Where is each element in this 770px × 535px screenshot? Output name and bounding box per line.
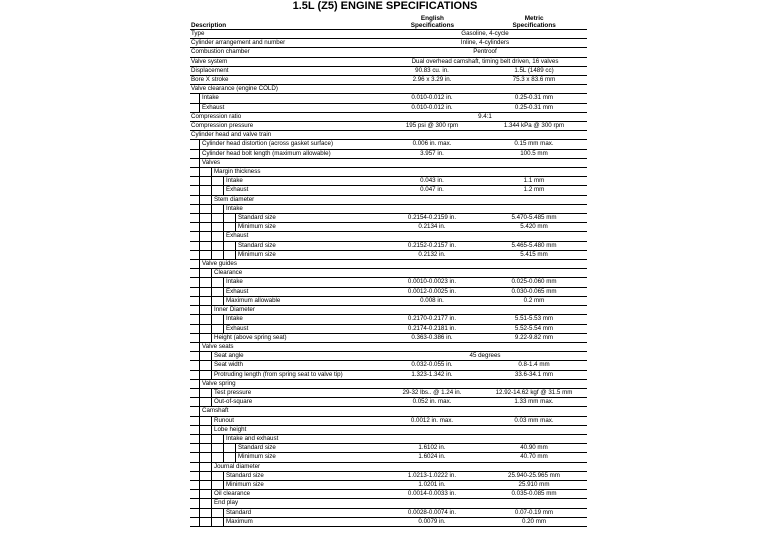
table-row bbox=[190, 122, 587, 131]
row-description: Intake bbox=[226, 278, 243, 286]
table-row bbox=[190, 113, 587, 122]
row-description: Runout bbox=[214, 416, 234, 424]
page-title: 1.5L (Z5) ENGINE SPECIFICATIONS bbox=[292, 0, 478, 12]
indent-guide-line bbox=[211, 214, 212, 223]
row-english-value: 1.0201 in. bbox=[418, 480, 446, 488]
indent-guide-line bbox=[199, 242, 200, 251]
row-metric-value: 40.70 mm bbox=[520, 453, 548, 461]
indent-guide-line bbox=[211, 426, 212, 435]
row-shared-value: Dual overhead camshaft, timing belt driven, 16 valves bbox=[411, 57, 559, 65]
indent-guide-line bbox=[211, 389, 212, 398]
table-row bbox=[190, 232, 587, 241]
row-description: Out-of-square bbox=[214, 398, 253, 406]
row-metric-value: 5.470-5.485 mm bbox=[511, 214, 557, 222]
row-english-value: 0.0014-0.0033 in. bbox=[407, 490, 457, 498]
indent-guide-line bbox=[211, 444, 212, 453]
indent-guide-line bbox=[223, 205, 224, 214]
row-description: Standard size bbox=[238, 241, 276, 249]
table-row bbox=[190, 67, 587, 76]
indent-guide-line bbox=[235, 214, 236, 223]
row-description: Minimum size bbox=[226, 480, 264, 488]
table-row bbox=[190, 104, 587, 113]
table-row bbox=[190, 325, 587, 334]
row-english-value: 195 psi @ 300 rpm bbox=[405, 122, 459, 130]
row-english-value: 0.0028-0.0074 in. bbox=[407, 508, 457, 516]
row-description: Type bbox=[191, 30, 205, 37]
table-row bbox=[190, 352, 587, 361]
row-description: Valves bbox=[202, 158, 221, 166]
indent-guide-line bbox=[223, 223, 224, 232]
indent-guide-line bbox=[199, 297, 200, 306]
indent-guide-line bbox=[223, 315, 224, 324]
table-row bbox=[190, 260, 587, 269]
indent-guide-line bbox=[223, 214, 224, 223]
row-metric-value: 0.025-0.060 mm bbox=[511, 278, 557, 286]
row-metric-value: 12.92-14.62 kgf @ 31.5 mm bbox=[495, 388, 573, 396]
table-row bbox=[190, 76, 587, 85]
table-row bbox=[190, 426, 587, 435]
indent-guide-line bbox=[223, 297, 224, 306]
header-metric bbox=[481, 16, 587, 29]
table-header bbox=[190, 11, 587, 30]
indent-guide-line bbox=[223, 177, 224, 186]
row-description: Compression pressure bbox=[191, 122, 254, 130]
table-row bbox=[190, 444, 587, 453]
row-metric-value: 1.5L (1489 cc) bbox=[514, 66, 554, 74]
indent-guide-line bbox=[199, 389, 200, 398]
row-description: Journal diameter bbox=[214, 462, 261, 470]
row-description: Intake bbox=[226, 204, 243, 212]
indent-guide-line bbox=[211, 196, 212, 205]
indent-guide-line bbox=[211, 223, 212, 232]
indent-guide-line bbox=[211, 186, 212, 195]
row-english-value: 0.006 in. max. bbox=[412, 140, 452, 148]
row-english-value: 1.6024 in. bbox=[418, 453, 446, 461]
row-english-value: 0.2132 in. bbox=[418, 250, 446, 258]
indent-guide-line bbox=[199, 288, 200, 297]
row-description: Seat angle bbox=[214, 352, 244, 360]
row-metric-value: 0.2 mm bbox=[523, 296, 545, 304]
table-row bbox=[190, 269, 587, 278]
row-description: Valve system bbox=[191, 57, 228, 65]
row-description: Valve spring bbox=[202, 379, 236, 387]
table-row bbox=[190, 315, 587, 324]
row-metric-value: 9.22-9.82 mm bbox=[514, 333, 554, 341]
row-metric-value: 33.6-34.1 mm bbox=[514, 370, 554, 378]
indent-guide-line bbox=[211, 325, 212, 334]
row-metric-value: 100.5 mm bbox=[520, 149, 548, 157]
row-metric-value: 5.420 mm bbox=[520, 223, 548, 231]
indent-guide-line bbox=[223, 444, 224, 453]
row-metric-value: 0.030-0.065 mm bbox=[511, 287, 557, 295]
indent-guide-line bbox=[211, 232, 212, 241]
table-row bbox=[190, 361, 587, 370]
table-row bbox=[190, 186, 587, 195]
row-english-value: 1.323-1.342 in. bbox=[411, 370, 453, 378]
row-english-value: 0.2170-0.2177 in. bbox=[407, 315, 457, 323]
table-row bbox=[190, 58, 587, 67]
row-shared-value: Gasoline, 4-cycle bbox=[461, 30, 509, 37]
indent-guide-line bbox=[235, 242, 236, 251]
row-description: Margin thickness bbox=[214, 168, 261, 176]
row-description: Exhaust bbox=[226, 186, 249, 194]
indent-guide-line bbox=[211, 472, 212, 481]
indent-guide-line bbox=[199, 343, 200, 352]
indent-guide-line bbox=[199, 352, 200, 361]
table-row bbox=[190, 499, 587, 508]
indent-guide-line bbox=[199, 104, 200, 113]
table-row bbox=[190, 518, 587, 527]
table-row bbox=[190, 380, 587, 389]
row-english-value: 3.957 in. bbox=[420, 149, 444, 157]
row-description: Clearance bbox=[214, 269, 243, 277]
indent-guide-line bbox=[211, 435, 212, 444]
row-description: Cylinder head bolt length (maximum allowable) bbox=[202, 149, 331, 157]
header-english-line1: English bbox=[420, 15, 444, 22]
indent-guide-line bbox=[223, 242, 224, 251]
indent-guide-line bbox=[199, 490, 200, 499]
indent-guide-line bbox=[211, 481, 212, 490]
indent-guide-line bbox=[199, 186, 200, 195]
indent-guide-line bbox=[199, 159, 200, 168]
spec-table bbox=[190, 11, 587, 527]
indent-guide-line bbox=[199, 435, 200, 444]
row-metric-value: 0.25-0.31 mm bbox=[514, 94, 554, 102]
indent-guide-line bbox=[199, 140, 200, 149]
indent-guide-line bbox=[211, 371, 212, 380]
row-english-value: 0.047 in. bbox=[420, 186, 444, 194]
indent-guide-line bbox=[223, 472, 224, 481]
indent-guide-line bbox=[211, 251, 212, 260]
row-metric-value: 5.415 mm bbox=[520, 250, 548, 258]
table-row bbox=[190, 278, 587, 287]
indent-guide-line bbox=[223, 251, 224, 260]
row-metric-value: 0.035-0.085 mm bbox=[511, 490, 557, 498]
row-english-value: 0.2154-0.2159 in. bbox=[407, 214, 457, 222]
indent-guide-line bbox=[211, 288, 212, 297]
header-metric-line1: Metric bbox=[524, 15, 544, 22]
indent-guide-line bbox=[235, 223, 236, 232]
row-english-value: 0.010-0.012 in. bbox=[411, 94, 453, 102]
indent-guide-line bbox=[211, 453, 212, 462]
row-metric-value: 0.20 mm bbox=[521, 517, 547, 525]
row-description: Camshaft bbox=[202, 407, 229, 415]
table-row bbox=[190, 389, 587, 398]
row-description: Exhaust bbox=[226, 324, 249, 332]
indent-guide-line bbox=[211, 518, 212, 527]
table-row bbox=[190, 94, 587, 103]
indent-guide-line bbox=[223, 186, 224, 195]
indent-guide-line bbox=[199, 398, 200, 407]
indent-guide-line bbox=[211, 315, 212, 324]
row-english-value: 0.0012-0.0025 in. bbox=[407, 287, 457, 295]
row-metric-value: 5.51-5.53 mm bbox=[514, 315, 554, 323]
table-row bbox=[190, 463, 587, 472]
table-body bbox=[190, 30, 587, 527]
row-english-value: 0.008 in. bbox=[420, 296, 444, 304]
table-row bbox=[190, 472, 587, 481]
row-english-value: 0.2134 in. bbox=[418, 223, 446, 231]
indent-guide-line bbox=[199, 499, 200, 508]
indent-guide-line bbox=[211, 490, 212, 499]
row-description: Exhaust bbox=[226, 287, 249, 295]
indent-guide-line bbox=[199, 269, 200, 278]
row-metric-value: 5.52-5.54 mm bbox=[514, 324, 554, 332]
row-shared-value: 9.4:1 bbox=[478, 112, 492, 120]
indent-guide-line bbox=[199, 481, 200, 490]
row-description: Combustion chamber bbox=[191, 48, 250, 56]
table-row bbox=[190, 481, 587, 490]
row-english-value: 1.6102 in. bbox=[418, 444, 446, 452]
row-description: Maximum bbox=[226, 517, 253, 525]
row-english-value: 90.83 cu. in. bbox=[415, 66, 449, 74]
indent-guide-line bbox=[211, 242, 212, 251]
table-row bbox=[190, 251, 587, 260]
row-english-value: 0.2152-0.2157 in. bbox=[407, 241, 457, 249]
row-english-value: 0.0010-0.0023 in. bbox=[407, 278, 457, 286]
table-row bbox=[190, 297, 587, 306]
indent-guide-line bbox=[199, 463, 200, 472]
table-row bbox=[190, 205, 587, 214]
indent-guide-line bbox=[199, 472, 200, 481]
row-description: Standard bbox=[226, 508, 252, 516]
row-english-value: 0.043 in. bbox=[420, 177, 444, 185]
table-row bbox=[190, 140, 587, 149]
row-description: Stem diameter bbox=[214, 195, 255, 203]
row-description: Intake and exhaust bbox=[226, 434, 279, 442]
indent-guide-line bbox=[199, 509, 200, 518]
indent-guide-line bbox=[211, 398, 212, 407]
table-row bbox=[190, 453, 587, 462]
indent-guide-line bbox=[211, 278, 212, 287]
indent-guide-line bbox=[211, 177, 212, 186]
row-description: Intake bbox=[202, 94, 219, 102]
row-description: Height (above spring seat) bbox=[214, 333, 287, 341]
indent-guide-line bbox=[211, 417, 212, 426]
table-row bbox=[190, 214, 587, 223]
row-description: Inner Diameter bbox=[214, 306, 255, 314]
table-row bbox=[190, 223, 587, 232]
row-english-value: 2.96 x 3.29 in. bbox=[412, 76, 452, 84]
indent-guide-line bbox=[199, 94, 200, 103]
indent-guide-line bbox=[199, 325, 200, 334]
indent-guide-line bbox=[199, 444, 200, 453]
row-metric-value: 40.90 mm bbox=[520, 444, 548, 452]
header-english-line2: Specifications bbox=[410, 21, 455, 29]
indent-guide-line bbox=[223, 453, 224, 462]
row-english-value: 0.0079 in. bbox=[418, 517, 446, 525]
table-row bbox=[190, 131, 587, 140]
table-row bbox=[190, 435, 587, 444]
row-metric-value: 0.15 mm max. bbox=[514, 140, 554, 148]
row-metric-value: 1.1 mm bbox=[523, 177, 545, 185]
row-metric-value: 0.07-0.19 mm bbox=[514, 508, 554, 516]
table-row bbox=[190, 398, 587, 407]
row-metric-value: 25.910 mm bbox=[518, 480, 550, 488]
row-english-value: 0.052 in. max. bbox=[412, 398, 452, 406]
indent-guide-line bbox=[199, 251, 200, 260]
indent-guide-line bbox=[199, 371, 200, 380]
row-description: Protruding length (from spring seat to valve tip) bbox=[214, 370, 343, 378]
row-description: Seat width bbox=[214, 361, 243, 369]
row-metric-value: 0.03 mm max. bbox=[514, 416, 554, 424]
row-shared-value: 45 degrees bbox=[469, 352, 501, 360]
row-description: Lobe height bbox=[214, 425, 247, 433]
row-description: Maximum allowable bbox=[226, 296, 281, 304]
indent-guide-line bbox=[223, 288, 224, 297]
row-description: Cylinder arrangement and number bbox=[191, 39, 286, 47]
indent-guide-line bbox=[235, 444, 236, 453]
row-description: Standard size bbox=[226, 471, 264, 479]
indent-guide-line bbox=[199, 417, 200, 426]
row-metric-value: 5.465-5.480 mm bbox=[511, 241, 557, 249]
header-english bbox=[384, 16, 482, 29]
indent-guide-line bbox=[211, 205, 212, 214]
indent-guide-line bbox=[211, 306, 212, 315]
table-row bbox=[190, 168, 587, 177]
table-row bbox=[190, 343, 587, 352]
indent-guide-line bbox=[199, 361, 200, 370]
indent-guide-line bbox=[199, 380, 200, 389]
indent-guide-line bbox=[223, 481, 224, 490]
table-row bbox=[190, 39, 587, 48]
row-english-value: 29-32 lbs.. @ 1.24 in. bbox=[402, 388, 462, 396]
indent-guide-line bbox=[211, 463, 212, 472]
row-shared-value: Pentroof bbox=[473, 48, 497, 56]
indent-guide-line bbox=[199, 177, 200, 186]
row-english-value: 0.363-0.386 in. bbox=[411, 333, 453, 341]
indent-guide-line bbox=[235, 453, 236, 462]
table-row bbox=[190, 159, 587, 168]
indent-guide-line bbox=[223, 232, 224, 241]
row-description: Bore X stroke bbox=[191, 76, 229, 84]
indent-guide-line bbox=[199, 278, 200, 287]
indent-guide-line bbox=[199, 315, 200, 324]
row-description: Intake bbox=[226, 177, 243, 185]
row-description: Test pressure bbox=[214, 388, 252, 396]
indent-guide-line bbox=[211, 168, 212, 177]
row-description: Valve clearance (engine COLD) bbox=[191, 85, 278, 93]
row-english-value: 0.0012 in. max. bbox=[410, 416, 454, 424]
indent-guide-line bbox=[199, 407, 200, 416]
row-description: Displacement bbox=[191, 66, 229, 74]
row-description: Cylinder head distortion (across gasket surface) bbox=[202, 140, 334, 148]
row-metric-value: 1.344 kPa @ 300 rpm bbox=[503, 122, 565, 130]
row-shared-value: Inline, 4-cylinders bbox=[460, 39, 510, 47]
indent-guide-line bbox=[199, 306, 200, 315]
indent-guide-line bbox=[211, 499, 212, 508]
row-description: Standard size bbox=[238, 444, 276, 452]
indent-guide-line bbox=[199, 196, 200, 205]
table-row bbox=[190, 490, 587, 499]
table-row bbox=[190, 371, 587, 380]
row-english-value: 0.010-0.012 in. bbox=[411, 103, 453, 111]
indent-guide-line bbox=[223, 278, 224, 287]
indent-guide-line bbox=[211, 334, 212, 343]
indent-guide-line bbox=[223, 509, 224, 518]
table-row bbox=[190, 196, 587, 205]
row-metric-value: 75.3 x 83.6 mm bbox=[512, 76, 556, 84]
indent-guide-line bbox=[211, 297, 212, 306]
row-description: Minimum size bbox=[238, 223, 276, 231]
indent-guide-line bbox=[199, 334, 200, 343]
indent-guide-line bbox=[223, 325, 224, 334]
row-description: Exhaust bbox=[226, 232, 249, 240]
indent-guide-line bbox=[211, 509, 212, 518]
indent-guide-line bbox=[199, 453, 200, 462]
row-description: Exhaust bbox=[202, 103, 225, 111]
indent-guide-line bbox=[199, 223, 200, 232]
row-metric-value: 1.2 mm bbox=[523, 186, 545, 194]
row-description: Standard size bbox=[238, 214, 276, 222]
row-english-value: 1.0213-1.0222 in. bbox=[407, 471, 457, 479]
header-metric-line2: Specifications bbox=[512, 21, 556, 29]
table-row bbox=[190, 288, 587, 297]
row-description: Valve guides bbox=[202, 260, 237, 268]
table-row bbox=[190, 48, 587, 57]
row-description: Cylinder head and valve train bbox=[191, 131, 272, 139]
row-description: Minimum size bbox=[238, 250, 276, 258]
indent-guide-line bbox=[199, 260, 200, 269]
row-description: Intake bbox=[226, 315, 243, 323]
indent-guide-line bbox=[199, 232, 200, 241]
indent-guide-line bbox=[211, 352, 212, 361]
table-row bbox=[190, 509, 587, 518]
indent-guide-line bbox=[199, 426, 200, 435]
row-description: Valve seats bbox=[202, 342, 234, 350]
indent-guide-line bbox=[211, 269, 212, 278]
row-description: Oil clearance bbox=[214, 490, 251, 498]
row-metric-value: 25.940-25.965 mm bbox=[508, 471, 560, 479]
indent-guide-line bbox=[199, 518, 200, 527]
table-row bbox=[190, 334, 587, 343]
row-description: End play bbox=[214, 499, 239, 507]
table-row bbox=[190, 177, 587, 186]
row-english-value: 0.032-0.055 in. bbox=[411, 361, 453, 369]
row-description: Minimum size bbox=[238, 453, 276, 461]
row-metric-value: 0.8-1.4 mm bbox=[518, 361, 550, 369]
row-english-value: 0.2174-0.2181 in. bbox=[407, 324, 457, 332]
indent-guide-line bbox=[223, 518, 224, 527]
row-description: Compression ratio bbox=[191, 112, 242, 120]
table-row bbox=[190, 407, 587, 416]
table-row bbox=[190, 150, 587, 159]
indent-guide-line bbox=[223, 435, 224, 444]
row-metric-value: 1.33 mm max. bbox=[514, 398, 554, 406]
table-row bbox=[190, 242, 587, 251]
indent-guide-line bbox=[199, 168, 200, 177]
indent-guide-line bbox=[199, 205, 200, 214]
indent-guide-line bbox=[211, 361, 212, 370]
indent-guide-line bbox=[235, 251, 236, 260]
header-description: Description bbox=[191, 21, 227, 29]
row-metric-value: 0.25-0.31 mm bbox=[514, 103, 554, 111]
indent-guide-line bbox=[199, 150, 200, 159]
table-row bbox=[190, 30, 587, 39]
table-row bbox=[190, 417, 587, 426]
indent-guide-line bbox=[199, 214, 200, 223]
table-row bbox=[190, 85, 587, 94]
table-row bbox=[190, 306, 587, 315]
